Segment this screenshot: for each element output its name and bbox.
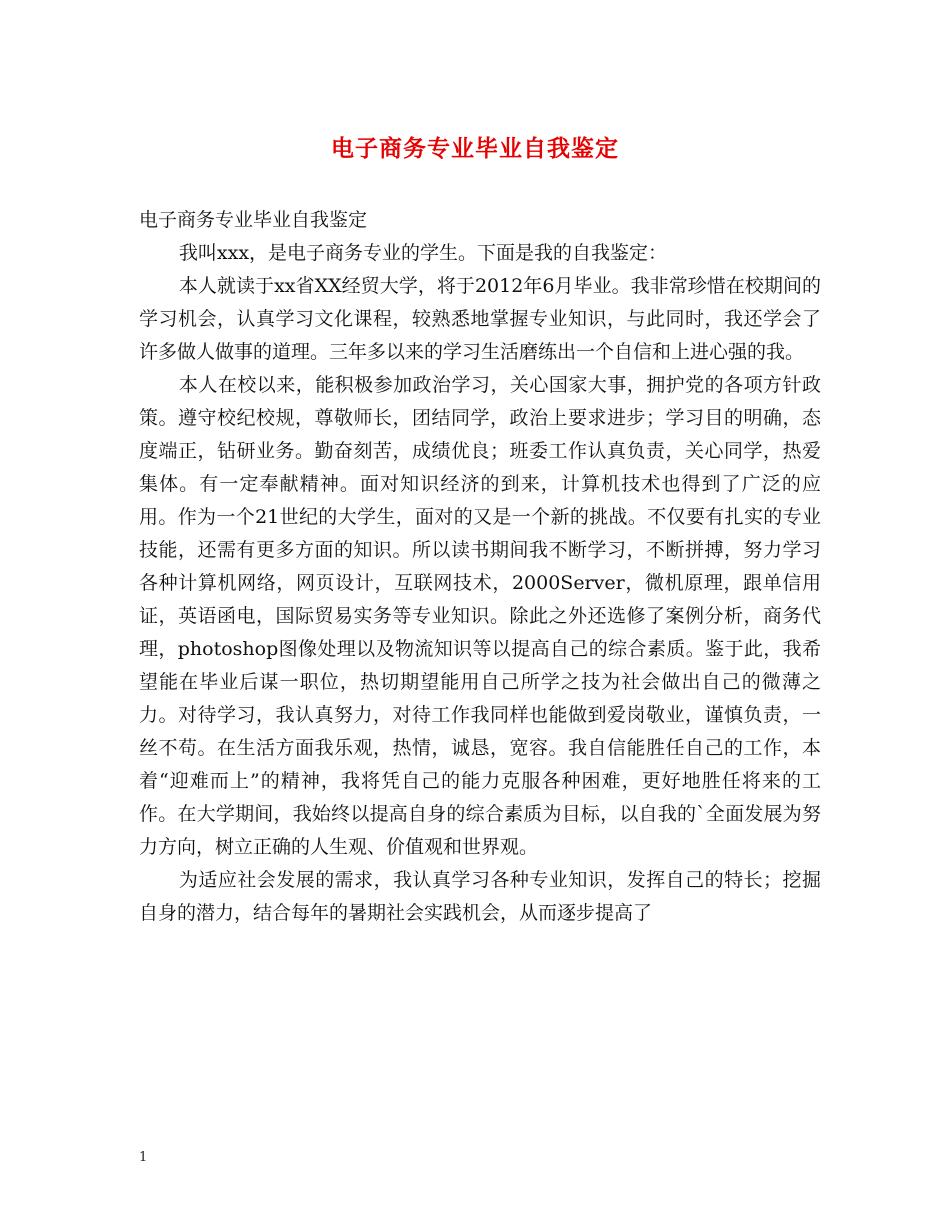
document-body [139,204,821,930]
page-number: 1 [139,1150,148,1165]
document-title: 电子商务专业毕业自我鉴定 [331,136,619,162]
paragraph-intro: 我叫xxx，是电子商务专业的学生。下面是我的自我鉴定： [178,242,668,264]
document-subtitle: 电子商务专业毕业自我鉴定 [139,209,368,231]
paragraph-social-practice: 为适应社会发展的需求，我认真学习各种专业知识，发挥自己的特长；挖掘自身的潜力，结合每年的暑期社会实践机会，从而逐步提高了 [139,869,821,924]
paragraph-school-performance: 本人在校以来，能积极参加政治学习，关心国家大事，拥护党的各项方针政策。遵守校纪校规，尊敬师长，团结同学，政治上要求进步；学习目的明确，态度端正，钻研业务。勤奋刻苦，成绩优良；班委工作认真负责，关心同学，热爱集体。有一定奉献精神。面对知识经济的到来，计算机技术也得到了广泛的应用。作为一个21世纪的大学生，面对的又是一个新的挑战。不仅要有扎实的专业技能，还需有更多方面的知识。所以读书期间我不断学习，不断拼搏，努力学习各种计算机网络，网页设计，互联网技术，2000Server，微机原理，跟单信用证，英语函电，国际贸易实务等专业知识。除此之外还选修了案例分析，商务代理，photoshop图像处理以及物流知识等以提高自己的综合素质。鉴于此，我希望能在毕业后谋一职位，热切期望能用自己所学之技为社会做出自己的微薄之力。对待学习，我认真努力，对待工作我同样也能做到爱岗敬业，谨慎负责，一丝不苟。在生活方面我乐观，热情，诚恳，宽容。我自信能胜任自己的工作，本着“迎难而上”的精神，我将凭自己的能力克服各种困难，更好地胜任将来的工作。在大学期间，我始终以提高自身的综合素质为目标，以自我的`全面发展为努力方向，树立正确的人生观、价值观和世界观。 [139,374,821,858]
paragraph-background: 本人就读于xx省XX经贸大学，将于2012年6月毕业。我非常珍惜在校期间的学习机会，认真学习文化课程，较熟悉地掌握专业知识，与此同时，我还学会了许多做人做事的道理。三年多以来的学习生活磨练出一个自信和上进心强的我。 [139,275,821,363]
